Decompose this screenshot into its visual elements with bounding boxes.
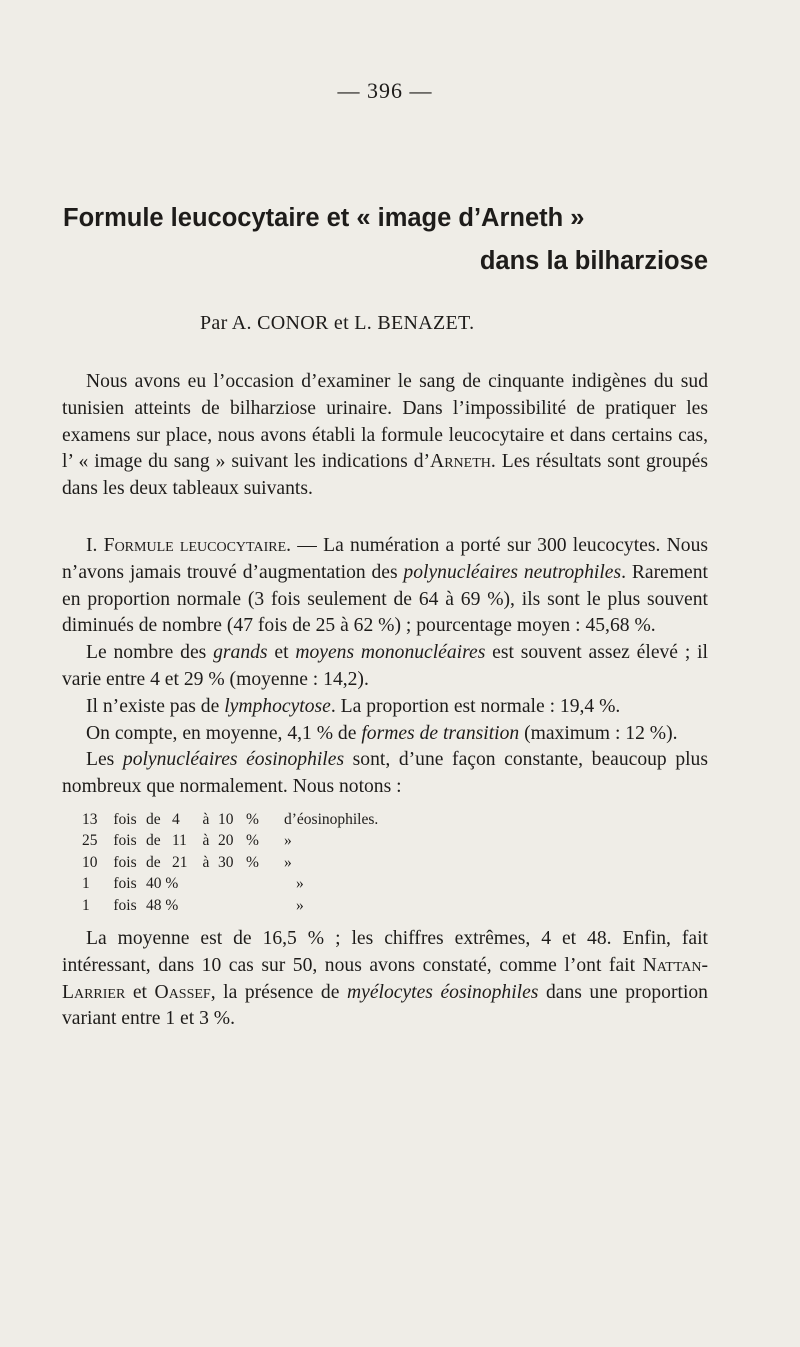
label: » (296, 875, 304, 893)
fois: fois (113, 810, 137, 828)
list-item (82, 873, 708, 894)
pct: % (246, 810, 259, 828)
article-body (62, 369, 708, 1033)
section-em: polynucléaires neutrophiles (403, 561, 622, 583)
count: 13 (82, 810, 98, 828)
pct: % (246, 832, 259, 850)
fois: fois (113, 853, 137, 871)
em-lymphocytose: lymphocytose (224, 695, 331, 717)
text: Les (86, 749, 123, 771)
low: 4 (172, 810, 180, 828)
list-item (82, 895, 708, 916)
em-eosinophiles: polynucléaires éosinophiles (122, 749, 345, 771)
a: à (202, 810, 210, 828)
text: est souvent assez élevé ; il varie entre 4 et 29 % (moyenne : 14,2). (62, 642, 708, 690)
section-number: I. (86, 534, 104, 556)
de: de (146, 832, 161, 850)
a: à (202, 832, 210, 850)
count: 10 (82, 853, 98, 871)
label: d’éosinophiles. (284, 810, 379, 828)
text: et (125, 981, 155, 1003)
text: et (267, 642, 296, 664)
transition-paragraph (62, 721, 708, 748)
eosinophil-paragraph (62, 747, 708, 801)
text: Il n’existe pas de (86, 695, 225, 717)
value: 48 % (146, 896, 179, 914)
low: 21 (172, 853, 188, 871)
text: On compte, en moyenne, 4,1 % de (86, 722, 362, 744)
intro-text-a: Nous avons eu l’occasion d’examiner le sang de cinquante indigènes du sud tunisien atteints de bilharziose urinaire. Dans l’impossibilité de pratiquer les examens sur place, nous avons établi la formule leucocytaire et dans certains cas, l’ « image du sang » suivant les indications d’ (62, 371, 708, 473)
eosinophil-list (82, 809, 708, 916)
text: . La proportion est normale : 19,4 %. (330, 695, 621, 717)
fois: fois (113, 832, 137, 850)
authors: Par A. CONOR et L. BENAZET. (200, 312, 475, 334)
author-nattan-larrier: Nattan-Larrier (62, 954, 708, 1003)
text: , la présence de (210, 981, 347, 1003)
count: 25 (82, 832, 98, 850)
section-text-a: . — La numération a porté sur 300 leucocytes. Nous n’avons jamais trouvé d’augmentation des (62, 534, 709, 583)
em-mononucleaires: moyens mononucléaires (295, 642, 486, 664)
count: 1 (82, 875, 90, 893)
text: (maximum : 12 %). (519, 722, 678, 744)
text: La moyenne est de 16,5 % ; les chiffres extrêmes, 4 et 48. Enfin, fait intéressant, dans 10 cas sur 50, nous avons constaté, comme l’ont fait (62, 927, 708, 976)
label: » (296, 896, 304, 914)
low: 11 (172, 832, 187, 850)
em-myelocytes: myélocytes éosinophiles (346, 981, 539, 1003)
high: 20 (218, 832, 234, 850)
list-item (82, 809, 708, 830)
spacer (196, 895, 296, 916)
a: à (202, 853, 210, 871)
label: » (284, 853, 292, 871)
de: de (146, 853, 161, 871)
text: sont, d’une façon constante, beaucoup plus nombreux que normalement. Nous notons : (62, 749, 708, 798)
text: Le nombre des (86, 642, 214, 664)
page-number: — 396 — (337, 78, 433, 103)
list-item (82, 830, 708, 851)
mononuclear-paragraph (62, 640, 708, 694)
fois: fois (113, 875, 137, 893)
author-name-arneth: Arneth (430, 451, 491, 473)
em-grands: grands (213, 642, 268, 664)
high: 30 (218, 853, 234, 871)
lymphocytose-paragraph (62, 694, 708, 721)
intro-paragraph (62, 369, 708, 503)
em-transition: formes de transition (361, 722, 520, 744)
list-item (82, 852, 708, 873)
conclusion-paragraph (62, 926, 708, 1033)
label: » (284, 832, 292, 850)
text: dans une proportion variant entre 1 et 3 %. (62, 981, 708, 1030)
spacer (196, 873, 296, 894)
intro-text-b: . Les résultats sont groupés dans les deux tableaux suivants. (62, 451, 708, 500)
section-title: Formule leucocytaire (103, 534, 287, 556)
fois: fois (113, 896, 137, 914)
value: 40 % (146, 875, 179, 893)
section-1-paragraph (62, 533, 708, 640)
high: 10 (218, 810, 234, 828)
title-line-1: Formule leucocytaire et « image d’Arneth » (63, 204, 585, 232)
pct: % (246, 853, 259, 871)
section-text-b: . Rarement en proportion normale (3 fois seulement de 64 à 69 %), ils sont le plus souvent diminués de nombre (47 fois de 25 à 62 %) ; pourcentage moyen : 45,68 %. (62, 561, 708, 637)
de: de (146, 810, 161, 828)
title-line-2: dans la bilharziose (479, 247, 708, 275)
count: 1 (82, 896, 90, 914)
author-oassef: Oassef (154, 981, 211, 1003)
